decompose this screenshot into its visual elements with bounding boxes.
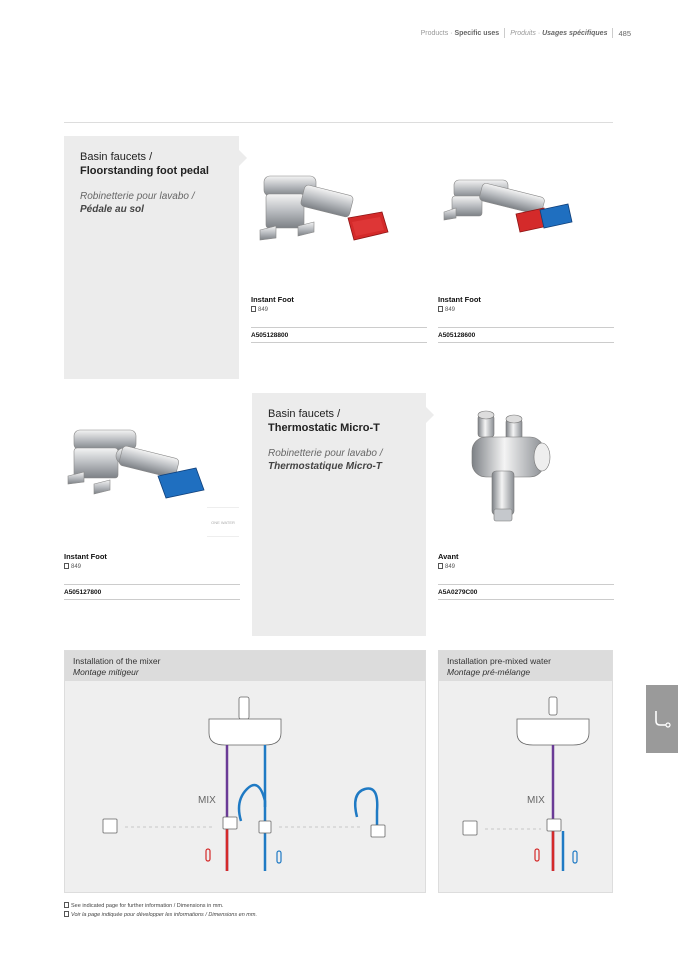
section-pointer [239,150,247,166]
section-title-micro-t [252,393,426,636]
product-card-2 [438,295,614,343]
product-code: A505128800 [251,332,289,339]
divider [438,599,614,600]
page-icon [64,902,69,908]
footer-note-fr: Voir la page indiquée pour développer les informations / Dimensions en mm. [64,911,464,920]
product-card-1 [251,295,427,343]
mix-label: MIX [198,795,216,806]
product-code: A505128600 [438,332,476,339]
product-name: Instant Foot [64,552,107,561]
installation-premixed-panel [438,650,613,893]
installation-premixed-header: Installation pre-mixed water Montage pré-mélange [439,651,612,681]
page-icon [438,563,443,569]
footer-note-en: See indicated page for further information / Dimensions in mm. [64,902,464,911]
divider [438,342,614,343]
header-divider [64,122,613,123]
product-image-instant-foot-blue [64,420,214,510]
fitting-icon [103,819,117,833]
product-page-ref: 849 [438,563,614,570]
mix-label: MIX [527,795,545,806]
breadcrumb [421,28,631,38]
spare-hose [355,788,377,829]
divider [64,599,240,600]
product-code: A505127800 [64,589,102,596]
section-title-en: Basin faucets / Thermostatic Micro-T [268,408,380,434]
watermark-badge: ONE WATER [207,507,239,537]
installation-mixer-panel [64,650,426,893]
product-name: Instant Foot [251,295,294,304]
product-card-4 [438,552,614,600]
installation-mixer-diagram [65,681,425,893]
section-title-fr: Robinetterie pour lavabo / Pédale au sol [80,191,195,215]
product-image-instant-foot-red [252,160,392,250]
faucet-icon [549,697,557,715]
section-pointer [426,407,434,423]
page-icon [64,563,69,569]
section-title-en: Basin faucets / Floorstanding foot pedal [80,151,209,177]
cold-thermometer-icon [573,851,577,863]
page-icon [64,911,69,917]
faucet-tab-icon [646,685,678,753]
product-name: Instant Foot [438,295,481,304]
page-icon [438,306,443,312]
page-icon [251,306,256,312]
section-tab[interactable] [646,685,678,753]
breadcrumb-en: Products · Specific uses [420,29,500,37]
product-page-ref: 849 [251,306,427,313]
fitting-icon [371,825,385,837]
installation-premixed-diagram [439,681,612,893]
product-page-ref: 849 [64,563,240,570]
hot-thermometer-icon [535,849,539,861]
product-name: Avant [438,552,459,561]
divider [251,342,427,343]
product-code: A5A0279C00 [438,589,478,596]
product-card-3 [64,552,240,600]
installation-mixer-header: Installation of the mixer Montage mitigeur [65,651,425,681]
section-title-foot-pedal [64,136,239,379]
section-title-fr: Robinetterie pour lavabo / Thermostatique Micro-T [268,448,383,472]
basin-icon [517,719,589,745]
valve-icon [259,821,271,833]
breadcrumb-fr: Produits · Usages spécifiques [510,29,608,37]
footer-notes [64,902,464,920]
hot-thermometer-icon [206,849,210,861]
fitting-icon [463,821,477,835]
page-number: 485 [618,28,631,38]
flex-hose [239,785,265,821]
valve-icon [547,819,561,831]
faucet-icon [239,697,249,719]
product-image-avant [460,405,560,530]
product-image-instant-foot-red-blue [440,170,580,250]
cold-thermometer-icon [277,851,281,863]
product-page-ref: 849 [438,306,614,313]
basin-icon [209,719,281,745]
valve-icon [223,817,237,829]
